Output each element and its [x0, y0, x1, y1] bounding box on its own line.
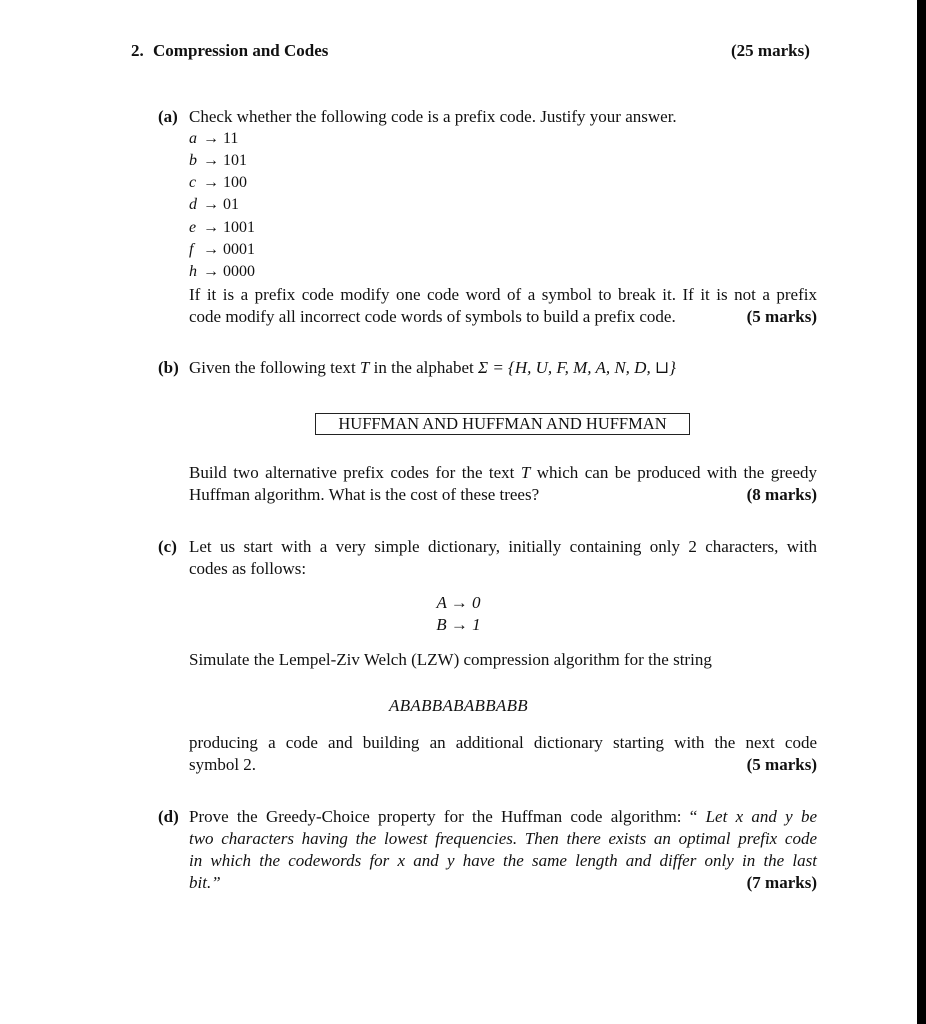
code-row: c → 100 [189, 174, 247, 191]
part-b-label: (b) [158, 358, 179, 377]
part-d-line4-row [189, 872, 817, 894]
part-c-line2: codes as follows: [189, 559, 307, 578]
code-row: f → 0001 [189, 241, 255, 258]
dictionary-entry-b: B → 1 [436, 615, 481, 634]
part-d-line2: two characters having the lowest frequencies. Then there exists an optimal prefix code [189, 829, 817, 848]
huffman-text-box: HUFFMAN AND HUFFMAN AND HUFFMAN [315, 413, 690, 435]
right-border [917, 0, 926, 1024]
part-d-marks: (7 marks) [746, 873, 817, 892]
part-b-line1: Build two alternative prefix codes for the text T which can be produced with the greedy [189, 463, 818, 482]
part-c-line4-row [189, 754, 817, 776]
part-a-instruction-line1: If it is a prefix code modify one code word of a symbol to break it. If it is not a prefix [189, 285, 817, 304]
part-b-line2-row [189, 484, 817, 506]
part-c-simulate: Simulate the Lempel-Ziv Welch (LZW) compression algorithm for the string [189, 650, 712, 669]
part-b-marks: (8 marks) [746, 485, 817, 504]
part-a-instruction-line2: code modify all incorrect code words of symbols to build a prefix code. [189, 307, 676, 326]
part-b-intro: Given the following text T in the alphabet Σ = {H, U, F, M, A, N, D, ⊔} [189, 358, 676, 377]
part-c-line3: producing a code and building an additional dictionary starting with the next code [189, 733, 817, 752]
part-c-line1: Let us start with a very simple dictionary, initially containing only 2 characters, with [189, 537, 817, 556]
code-row: d → 01 [189, 196, 239, 213]
part-a-question: Check whether the following code is a prefix code. Justify your answer. [189, 107, 677, 126]
part-c-marks: (5 marks) [746, 755, 817, 774]
part-a-marks: (5 marks) [746, 307, 817, 326]
question-number: 2. [131, 41, 144, 60]
part-b-line2: Huffman algorithm. What is the cost of these trees? [189, 485, 540, 504]
dictionary-entry-a: A → 0 [436, 593, 481, 612]
part-c-line4: symbol 2. [189, 755, 257, 774]
part-d-line1: Prove the Greedy-Choice property for the Huffman code algorithm: “ Let x and y be [189, 807, 817, 826]
code-row: e → 1001 [189, 219, 255, 236]
alphabet-set: Σ = {H, U, F, M, A, N, D, ⊔} [477, 358, 676, 377]
code-row: b → 101 [189, 152, 247, 169]
part-c-label: (c) [158, 537, 177, 556]
question-title: Compression and Codes [153, 41, 329, 60]
code-row: a → 11 [189, 130, 239, 147]
part-d-line4: bit.” [189, 873, 221, 892]
part-d-line3: in which the codewords for x and y have the same length and differ only in the last [189, 851, 817, 870]
part-d-label: (d) [158, 807, 179, 826]
code-row: h → 0000 [189, 263, 255, 280]
part-a-instruction-line2-row [189, 306, 817, 328]
lzw-string: ABABBABABBABB [389, 696, 528, 715]
question-marks: (25 marks) [731, 41, 810, 60]
part-a-label: (a) [158, 107, 178, 126]
